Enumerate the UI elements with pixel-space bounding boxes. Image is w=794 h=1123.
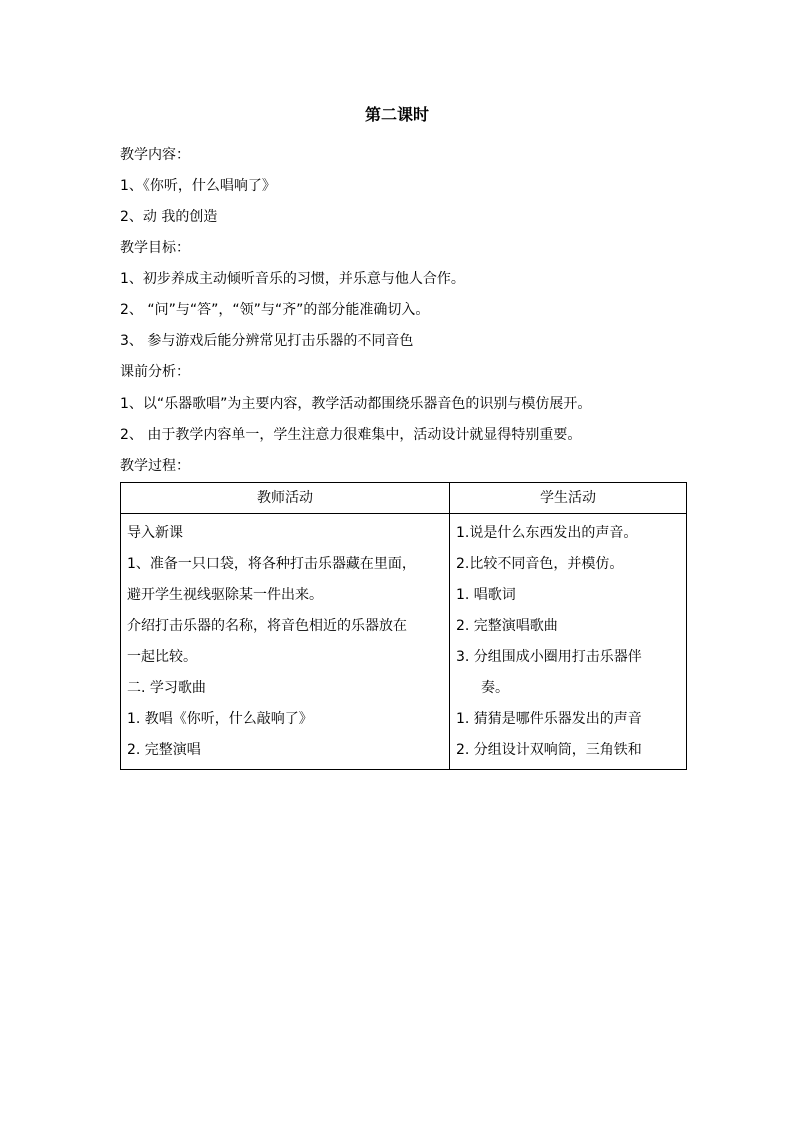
student-line: 2.比较不同音色，并模仿。 — [456, 556, 624, 572]
teacher-line: 介绍打击乐器的名称，将音色相近的乐器放在 — [127, 618, 407, 634]
process-heading: 教学过程： — [120, 458, 190, 474]
goal-item: 3、 参与游戏后能分辨常见打击乐器的不同音色 — [120, 333, 414, 349]
analysis-item: 1、以“乐器歌唱”为主要内容，教学活动都围绕乐器音色的识别与模仿展开。 — [120, 396, 592, 412]
student-line: 1. 猜猜是哪件乐器发出的声音 — [456, 711, 642, 727]
teacher-activity-header: 教师活动 — [121, 483, 450, 514]
teacher-line: 二. 学习歌曲 — [127, 680, 206, 696]
content-item: 2、动 我的创造 — [120, 209, 218, 225]
teacher-line: 1、准备一只口袋，将各种打击乐器藏在里面， — [127, 556, 416, 572]
content-item: 1、《你听，什么唱响了》 — [120, 178, 276, 194]
teacher-activity-cell — [121, 514, 450, 770]
student-activity-header: 学生活动 — [450, 483, 687, 514]
analysis-heading: 课前分析： — [120, 364, 190, 380]
goals-heading: 教学目标： — [120, 240, 190, 256]
page-title: 第二课时 — [364, 105, 429, 124]
student-line: 1. 唱歌词 — [456, 587, 516, 603]
lesson-process-table — [120, 482, 687, 770]
teacher-line: 2. 完整演唱 — [127, 742, 201, 758]
teacher-line: 1. 教唱《你听，什么敲响了》 — [127, 711, 313, 727]
student-line: 奏。 — [481, 680, 509, 696]
table-header-row — [121, 483, 687, 514]
teacher-line: 一起比较。 — [127, 649, 197, 665]
student-line: 1.说是什么东西发出的声音。 — [456, 525, 638, 541]
student-line: 2. 分组设计双响筒，三角铁和 — [456, 742, 642, 758]
student-line: 2. 完整演唱歌曲 — [456, 618, 558, 634]
student-line: 3. 分组围成小圈用打击乐器伴 — [456, 649, 642, 665]
goal-item: 1、初步养成主动倾听音乐的习惯，并乐意与他人合作。 — [120, 271, 465, 287]
teacher-line: 避开学生视线驱除某一件出来。 — [127, 587, 323, 603]
goal-item: 2、 “问”与“答”，“领”与“齐”的部分能准确切入。 — [120, 302, 430, 318]
analysis-item: 2、 由于教学内容单一，学生注意力很难集中，活动设计就显得特别重要。 — [120, 427, 582, 443]
teacher-line: 导入新课 — [127, 525, 183, 541]
table-row — [121, 514, 687, 770]
content-heading: 教学内容： — [120, 147, 190, 163]
student-activity-cell — [450, 514, 687, 770]
